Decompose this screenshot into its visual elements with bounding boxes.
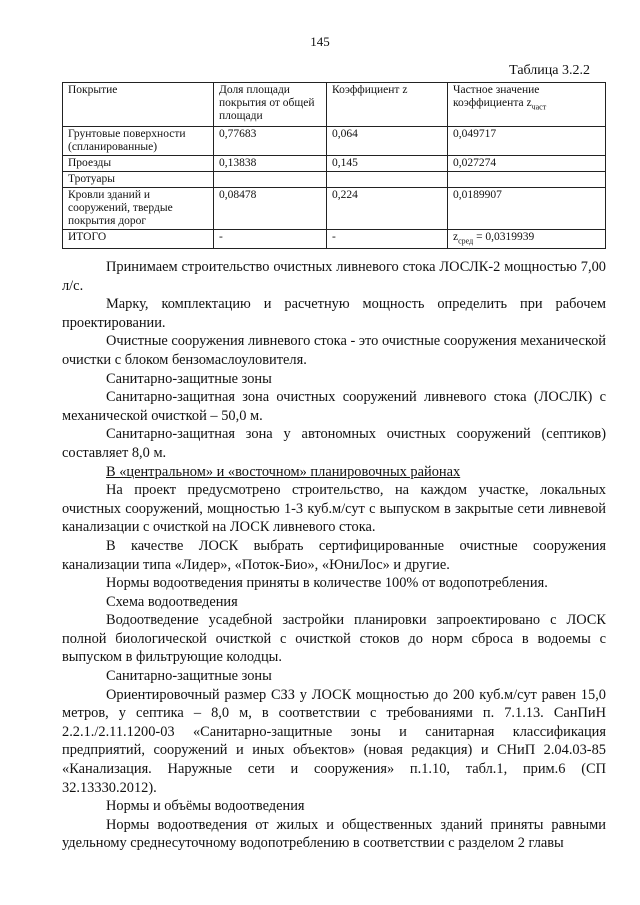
- section-heading-underlined: В «центральном» и «восточном» планировочных районах: [106, 463, 461, 480]
- table-cell: 0,064: [327, 127, 448, 156]
- paragraph: Очистные сооружения ливневого стока - это очистные сооружения механической очистки с блоком бензомаслоуловителя.: [62, 333, 606, 368]
- table-row: [63, 188, 606, 230]
- section-heading: Нормы и объёмы водоотведения: [106, 798, 305, 815]
- paragraph: Ориентировочный размер СЗЗ у ЛОСК мощностью до 200 куб.м/сут равен 15,0 метров, у септика – 8,0 м, в соответствии с требованиями п. 7.1.13. СанПиН 2.2.1./2.11.1200-03 «Санитарно-защитные зоны и санитарная классификация предприятий, сооружений и иных объектов» (новая редакция) и СНиП 2.04.03-85 «Канализация. Наружные сети и сооружения» п.1.10, табл.1, прим.6 (СП 32.13330.2012).: [62, 686, 606, 796]
- total-symbol-sub: сред: [458, 236, 474, 246]
- total-symbol: z: [453, 231, 459, 243]
- table-cell: 0,77683: [214, 127, 327, 156]
- table-cell: [327, 172, 448, 188]
- paragraph: Санитарно-защитная зона у автономных очистных сооружений (септиков) составляет 8,0 м.: [62, 426, 606, 461]
- table-caption: Таблица 3.2.2: [509, 63, 590, 78]
- paragraph: Нормы водоотведения приняты в количестве 100% от водопотребления.: [106, 575, 548, 592]
- table-cell: -: [214, 230, 327, 249]
- table-cell: -: [327, 230, 448, 249]
- table-cell: [448, 230, 606, 249]
- table-cell: 0,145: [327, 156, 448, 172]
- table-cell: 0,0189907: [448, 188, 606, 230]
- table-header-row: [63, 83, 606, 127]
- table-total-row: [63, 230, 606, 249]
- paragraph: На проект предусмотрено строительство, на каждом участке, локальных очистных сооружений, мощностью 1-3 куб.м/сут с выпуском в закрытые сети ливневой канализации с очисткой на ЛОСК ливневого стока.: [62, 482, 606, 536]
- body-text: [62, 258, 606, 853]
- paragraph: В качестве ЛОСК выбрать сертифицированные очистные сооружения канализации типа «Лидер», «Поток-Био», «ЮниЛос» и другие.: [62, 537, 606, 573]
- table-cell: [214, 172, 327, 188]
- coefficient-table: [62, 82, 606, 249]
- table-cell: Кровли зданий и сооружений, твердые покрытия дорог: [63, 188, 214, 230]
- table-cell: 0,08478: [214, 188, 327, 230]
- table-cell: 0,224: [327, 188, 448, 230]
- page-number: 145: [310, 34, 330, 49]
- table-cell: 0,027274: [448, 156, 606, 172]
- header-cell: Доля площади покрытия от общей площади: [214, 83, 327, 127]
- section-heading: Санитарно-защитные зоны: [106, 370, 272, 387]
- section-heading: Схема водоотведения: [106, 593, 238, 610]
- table-cell: [448, 172, 606, 188]
- paragraph: Санитарно-защитная зона очистных сооружений ливневого стока (ЛОСЛК) с механической очисткой – 50,0 м.: [62, 389, 606, 424]
- total-value: = 0,0319939: [473, 231, 535, 243]
- table-cell: Проезды: [63, 156, 214, 172]
- header-cell-sub: част: [531, 102, 547, 112]
- header-cell-main: Частное значение коэффициента z: [453, 84, 540, 109]
- section-heading: Санитарно-защитные зоны: [106, 668, 272, 685]
- paragraph: Принимаем строительство очистных ливневого стока ЛОСЛК-2 мощностью 7,00 л/с.: [62, 259, 606, 294]
- table-cell: Грунтовые поверхности (спланированные): [63, 127, 214, 156]
- table-row: [63, 156, 606, 172]
- table-cell: ИТОГО: [63, 230, 214, 249]
- table-cell: 0,049717: [448, 127, 606, 156]
- table-row: [63, 172, 606, 188]
- paragraph: Нормы водоотведения от жилых и общественных зданий приняты равными удельному среднесуточному водопотреблению в соответствии с разделом 2 главы: [62, 816, 606, 852]
- paragraph: Водоотведение усадебной застройки планировки запроектировано с ЛОСК полной биологической очисткой с очисткой стоков до норм сброса в водоемы с выпуском в фильтрующие колодцы.: [62, 612, 606, 666]
- table-cell: Тротуары: [63, 172, 214, 188]
- header-cell: Коэффициент z: [327, 83, 448, 127]
- table-cell: 0,13838: [214, 156, 327, 172]
- paragraph: Марку, комплектацию и расчетную мощность определить при рабочем проектировании.: [62, 296, 606, 331]
- header-cell: [448, 83, 606, 127]
- table-row: [63, 127, 606, 156]
- header-cell: Покрытие: [63, 83, 214, 127]
